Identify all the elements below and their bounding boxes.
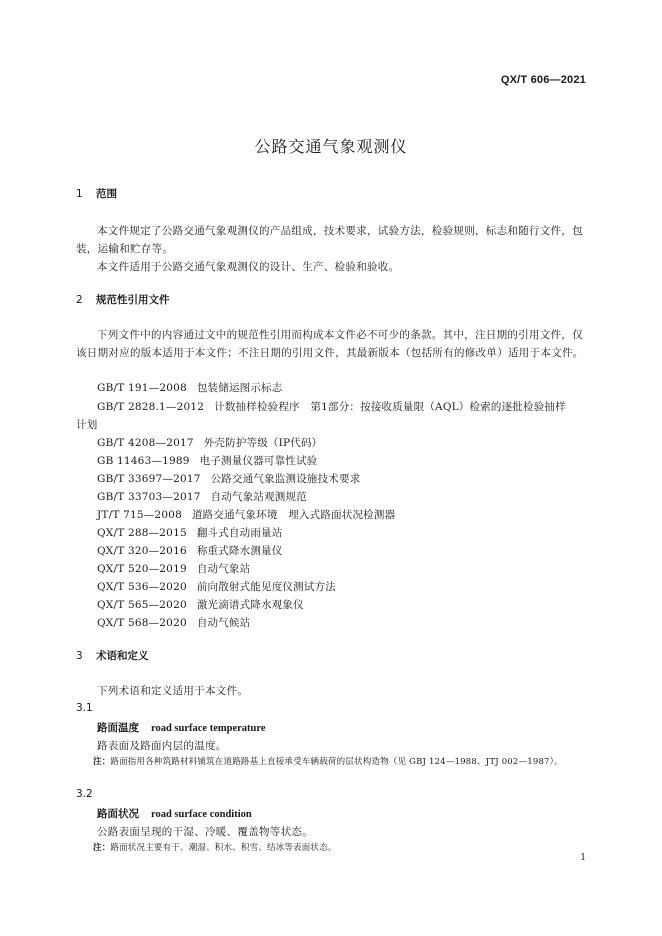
section-number: 2 xyxy=(76,294,83,306)
term-chinese: 路面温度 xyxy=(97,722,139,734)
section-2-heading xyxy=(76,292,170,307)
document-code: QX/T 606—2021 xyxy=(500,74,586,86)
reference-code: GB/T 33697—2017 xyxy=(97,473,201,485)
reference-code: GB/T 191—2008 xyxy=(97,382,187,394)
section-title: 范围 xyxy=(96,188,117,200)
reference-title: 包装储运图示标志 xyxy=(196,382,283,394)
section-title: 术语和定义 xyxy=(96,650,149,662)
section-3-intro: 下列术语和定义适用于本文件。 xyxy=(97,685,249,697)
reference-item xyxy=(97,489,307,504)
reference-item xyxy=(97,615,250,630)
reference-title: 道路交通气象环境 埋入式路面状况检测器 xyxy=(191,509,396,521)
reference-title: 公路交通气象监测设施技术要求 xyxy=(210,473,361,485)
reference-item xyxy=(97,543,282,558)
reference-code: QX/T 565—2020 xyxy=(97,599,187,611)
term-definition: 公路表面呈现的干湿、冷暖、覆盖物等状态。 xyxy=(97,826,313,838)
reference-code: QX/T 568—2020 xyxy=(97,617,187,629)
reference-item xyxy=(97,453,317,468)
reference-item xyxy=(97,380,282,395)
reference-title: 计数抽样检验程序 第1部分：按接收质量限（AQL）检索的逐批检验抽样 xyxy=(214,401,566,413)
term-heading xyxy=(97,806,252,821)
section-2-paragraph: 下列文件中的内容通过文中的规范性引用而构成本文件必不可少的条款。其中，注日期的引用文件，仅该日期对应的版本适用于本文件；不注日期的引用文件，其最新版本（包括所有的修改单）适用于本文件。 xyxy=(76,329,584,359)
reference-title: 自动气象站 xyxy=(196,563,251,575)
reference-code: GB/T 2828.1—2012 xyxy=(97,401,205,413)
reference-item xyxy=(97,597,304,612)
section-3-heading xyxy=(76,648,149,663)
reference-title: 自动气候站 xyxy=(196,617,251,629)
reference-code: QX/T 536—2020 xyxy=(97,581,187,593)
page-number: 1 xyxy=(580,853,586,863)
reference-code: QX/T 288—2015 xyxy=(97,527,187,539)
note-text: 路面状况主要有干、潮湿、积水、积雪、结冰等表面状态。 xyxy=(110,843,337,853)
reference-item xyxy=(97,579,336,594)
term-note xyxy=(93,841,588,856)
term-definition: 路表面及路面内层的温度。 xyxy=(97,740,227,752)
page-title: 公路交通气象观测仪 xyxy=(254,137,408,156)
reference-title: 电子测量仪器可靠性试验 xyxy=(199,455,318,467)
term-note xyxy=(93,755,588,770)
reference-title: 外壳防护等级（IP代码） xyxy=(203,437,323,449)
section-1-paragraph-2: 本文件适用于公路交通气象观测仪的设计、生产、检验和验收。 xyxy=(97,261,400,273)
section-number: 1 xyxy=(76,188,83,200)
note-label: 注： xyxy=(93,843,111,853)
reference-item xyxy=(97,561,250,576)
note-text: 路面指用各种筑路材料铺筑在道路路基上直接承受车辆载荷的层状构造物（见 GBJ 124—1988、JTJ 002—1987）。 xyxy=(110,757,563,767)
reference-item xyxy=(97,525,282,540)
section-1-heading xyxy=(76,186,117,201)
note-label: 注： xyxy=(93,757,111,767)
term-english: road surface temperature xyxy=(151,723,266,734)
reference-title: 翻斗式自动雨量站 xyxy=(196,527,283,539)
reference-code: JT/T 715—2008 xyxy=(97,509,182,521)
reference-title: 前向散射式能见度仪测试方法 xyxy=(196,581,336,593)
reference-continuation: 计划 xyxy=(76,419,98,431)
reference-code: GB/T 4208—2017 xyxy=(97,437,194,449)
reference-title: 称重式降水测量仪 xyxy=(196,545,283,557)
reference-item xyxy=(97,507,395,522)
term-english: road surface condition xyxy=(151,809,252,820)
reference-item xyxy=(97,471,360,486)
reference-item xyxy=(97,399,566,414)
term-number: 3.1 xyxy=(76,702,93,714)
reference-code: GB 11463—1989 xyxy=(97,455,190,467)
section-number: 3 xyxy=(76,650,83,662)
reference-code: QX/T 320—2016 xyxy=(97,545,187,557)
term-heading xyxy=(97,720,266,735)
reference-code: QX/T 520—2019 xyxy=(97,563,187,575)
term-chinese: 路面状况 xyxy=(97,808,139,820)
reference-title: 激光滴谱式降水观象仪 xyxy=(196,599,304,611)
term-number: 3.2 xyxy=(76,788,93,800)
reference-code: GB/T 33703—2017 xyxy=(97,491,201,503)
reference-title: 自动气象站观测规范 xyxy=(210,491,307,503)
reference-item xyxy=(97,435,322,450)
section-title: 规范性引用文件 xyxy=(96,294,170,306)
section-1-paragraph-1: 本文件规定了公路交通气象观测仪的产品组成，技术要求，试验方法，检验规则，标志和随行文件，包装，运输和贮存等。 xyxy=(76,225,583,255)
